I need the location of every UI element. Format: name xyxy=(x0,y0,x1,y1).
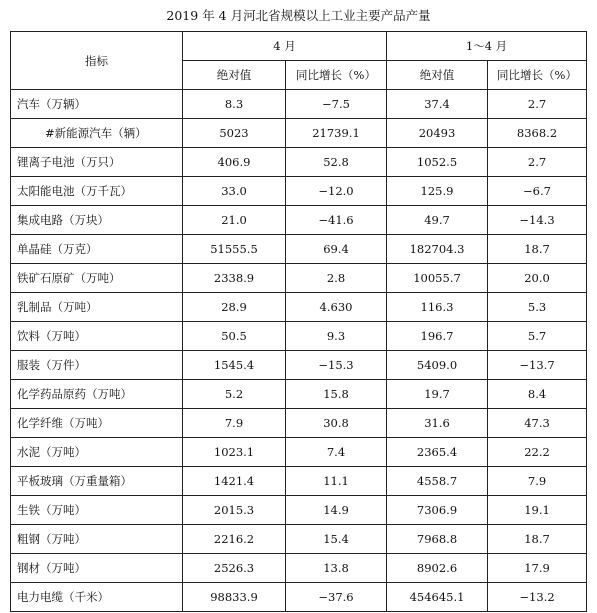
table-row xyxy=(11,177,587,206)
cumulative-abs-header: 绝对值 xyxy=(387,61,488,90)
product-name-cell: 水泥（万吨） xyxy=(11,438,183,467)
cumulative-abs-cell: 116.3 xyxy=(387,293,488,322)
table-row xyxy=(11,293,587,322)
table-row xyxy=(11,351,587,380)
cumulative-yoy-cell: 18.7 xyxy=(488,235,587,264)
product-name-cell: 单晶硅（万克） xyxy=(11,235,183,264)
cumulative-yoy-cell: 2.7 xyxy=(488,148,587,177)
table-row xyxy=(11,206,587,235)
product-name-cell: 锂离子电池（万只） xyxy=(11,148,183,177)
cumulative-yoy-cell: 8.4 xyxy=(488,380,587,409)
cumulative-yoy-header: 同比增长（%） xyxy=(488,61,587,90)
cumulative-abs-cell: 182704.3 xyxy=(387,235,488,264)
cumulative-yoy-cell: 20.0 xyxy=(488,264,587,293)
table-row xyxy=(11,525,587,554)
cumulative-abs-cell: 454645.1 xyxy=(387,583,488,612)
product-name-cell: 电力电缆（千米） xyxy=(11,583,183,612)
cumulative-abs-cell: 7306.9 xyxy=(387,496,488,525)
cumulative-abs-cell: 10055.7 xyxy=(387,264,488,293)
cumulative-abs-cell: 20493 xyxy=(387,119,488,148)
cumulative-abs-cell: 2365.4 xyxy=(387,438,488,467)
production-table xyxy=(10,31,587,612)
table-row xyxy=(11,438,587,467)
product-name-cell: 生铁（万吨） xyxy=(11,496,183,525)
table-row xyxy=(11,119,587,148)
table-row xyxy=(11,148,587,177)
month-yoy-cell: 21739.1 xyxy=(286,119,387,148)
month-yoy-cell: 11.1 xyxy=(286,467,387,496)
product-name-cell: 服装（万件） xyxy=(11,351,183,380)
month-yoy-cell: 15.4 xyxy=(286,525,387,554)
product-name-cell: 太阳能电池（万千瓦） xyxy=(11,177,183,206)
cumulative-abs-cell: 8902.6 xyxy=(387,554,488,583)
cumulative-yoy-cell: −6.7 xyxy=(488,177,587,206)
month-yoy-cell: 13.8 xyxy=(286,554,387,583)
month-abs-cell: 1545.4 xyxy=(183,351,286,380)
cumulative-yoy-cell: 7.9 xyxy=(488,467,587,496)
cumulative-abs-cell: 37.4 xyxy=(387,90,488,119)
month-header: 4 月 xyxy=(183,32,387,61)
cumulative-yoy-cell: 18.7 xyxy=(488,525,587,554)
cumulative-yoy-cell: −13.7 xyxy=(488,351,587,380)
month-yoy-cell: 69.4 xyxy=(286,235,387,264)
month-abs-cell: 1023.1 xyxy=(183,438,286,467)
month-yoy-cell: 14.9 xyxy=(286,496,387,525)
month-abs-cell: 2526.3 xyxy=(183,554,286,583)
table-row xyxy=(11,264,587,293)
cumulative-abs-cell: 5409.0 xyxy=(387,351,488,380)
product-name-cell: 平板玻璃（万重量箱） xyxy=(11,467,183,496)
product-name-cell: 化学纤维（万吨） xyxy=(11,409,183,438)
table-row xyxy=(11,380,587,409)
month-yoy-cell: −37.6 xyxy=(286,583,387,612)
page-title: 2019 年 4 月河北省规模以上工业主要产品产量 xyxy=(166,8,431,23)
month-yoy-cell: 7.4 xyxy=(286,438,387,467)
month-abs-cell: 5.2 xyxy=(183,380,286,409)
table-row xyxy=(11,467,587,496)
product-name-cell: 粗钢（万吨） xyxy=(11,525,183,554)
month-abs-cell: 1421.4 xyxy=(183,467,286,496)
table-row xyxy=(11,235,587,264)
month-abs-cell: 33.0 xyxy=(183,177,286,206)
month-yoy-cell: −41.6 xyxy=(286,206,387,235)
table-row xyxy=(11,90,587,119)
month-abs-cell: 50.5 xyxy=(183,322,286,351)
cumulative-abs-cell: 19.7 xyxy=(387,380,488,409)
month-yoy-cell: −15.3 xyxy=(286,351,387,380)
month-abs-cell: 51555.5 xyxy=(183,235,286,264)
month-abs-cell: 406.9 xyxy=(183,148,286,177)
month-yoy-cell: 2.8 xyxy=(286,264,387,293)
cumulative-yoy-cell: 8368.2 xyxy=(488,119,587,148)
month-yoy-cell: −12.0 xyxy=(286,177,387,206)
month-yoy-cell: 30.8 xyxy=(286,409,387,438)
month-yoy-cell: 15.8 xyxy=(286,380,387,409)
cumulative-abs-cell: 4558.7 xyxy=(387,467,488,496)
cumulative-yoy-cell: 19.1 xyxy=(488,496,587,525)
cumulative-yoy-cell: 17.9 xyxy=(488,554,587,583)
cumulative-abs-cell: 196.7 xyxy=(387,322,488,351)
cumulative-yoy-cell: 22.2 xyxy=(488,438,587,467)
cumulative-yoy-cell: 5.3 xyxy=(488,293,587,322)
table-row xyxy=(11,554,587,583)
month-abs-cell: 28.9 xyxy=(183,293,286,322)
cumulative-abs-cell: 125.9 xyxy=(387,177,488,206)
cumulative-yoy-cell: −14.3 xyxy=(488,206,587,235)
cumulative-header: 1～4 月 xyxy=(387,32,587,61)
product-name-cell: 化学药品原药（万吨） xyxy=(11,380,183,409)
month-yoy-cell: −7.5 xyxy=(286,90,387,119)
month-yoy-cell: 9.3 xyxy=(286,322,387,351)
month-yoy-header: 同比增长（%） xyxy=(286,61,387,90)
product-name-cell: #新能源汽车（辆） xyxy=(11,119,183,148)
header-row-1 xyxy=(11,32,587,61)
cumulative-abs-cell: 49.7 xyxy=(387,206,488,235)
month-abs-cell: 8.3 xyxy=(183,90,286,119)
product-name-cell: 铁矿石原矿（万吨） xyxy=(11,264,183,293)
cumulative-yoy-cell: 5.7 xyxy=(488,322,587,351)
month-abs-cell: 21.0 xyxy=(183,206,286,235)
cumulative-abs-cell: 31.6 xyxy=(387,409,488,438)
month-yoy-cell: 4.630 xyxy=(286,293,387,322)
cumulative-yoy-cell: 2.7 xyxy=(488,90,587,119)
cumulative-yoy-cell: −13.2 xyxy=(488,583,587,612)
product-name-cell: 钢材（万吨） xyxy=(11,554,183,583)
month-abs-cell: 2015.3 xyxy=(183,496,286,525)
product-name-cell: 汽车（万辆） xyxy=(11,90,183,119)
month-abs-cell: 2216.2 xyxy=(183,525,286,554)
product-name-cell: 乳制品（万吨） xyxy=(11,293,183,322)
cumulative-abs-cell: 1052.5 xyxy=(387,148,488,177)
table-body xyxy=(11,90,587,612)
table-row xyxy=(11,583,587,612)
table-row xyxy=(11,322,587,351)
indicator-header: 指标 xyxy=(11,32,183,90)
month-abs-cell: 98833.9 xyxy=(183,583,286,612)
month-abs-cell: 5023 xyxy=(183,119,286,148)
month-yoy-cell: 52.8 xyxy=(286,148,387,177)
cumulative-yoy-cell: 47.3 xyxy=(488,409,587,438)
month-abs-cell: 7.9 xyxy=(183,409,286,438)
product-name-cell: 饮料（万吨） xyxy=(11,322,183,351)
product-name-cell: 集成电路（万块） xyxy=(11,206,183,235)
table-row xyxy=(11,496,587,525)
cumulative-abs-cell: 7968.8 xyxy=(387,525,488,554)
month-abs-cell: 2338.9 xyxy=(183,264,286,293)
table-row xyxy=(11,409,587,438)
month-abs-header: 绝对值 xyxy=(183,61,286,90)
